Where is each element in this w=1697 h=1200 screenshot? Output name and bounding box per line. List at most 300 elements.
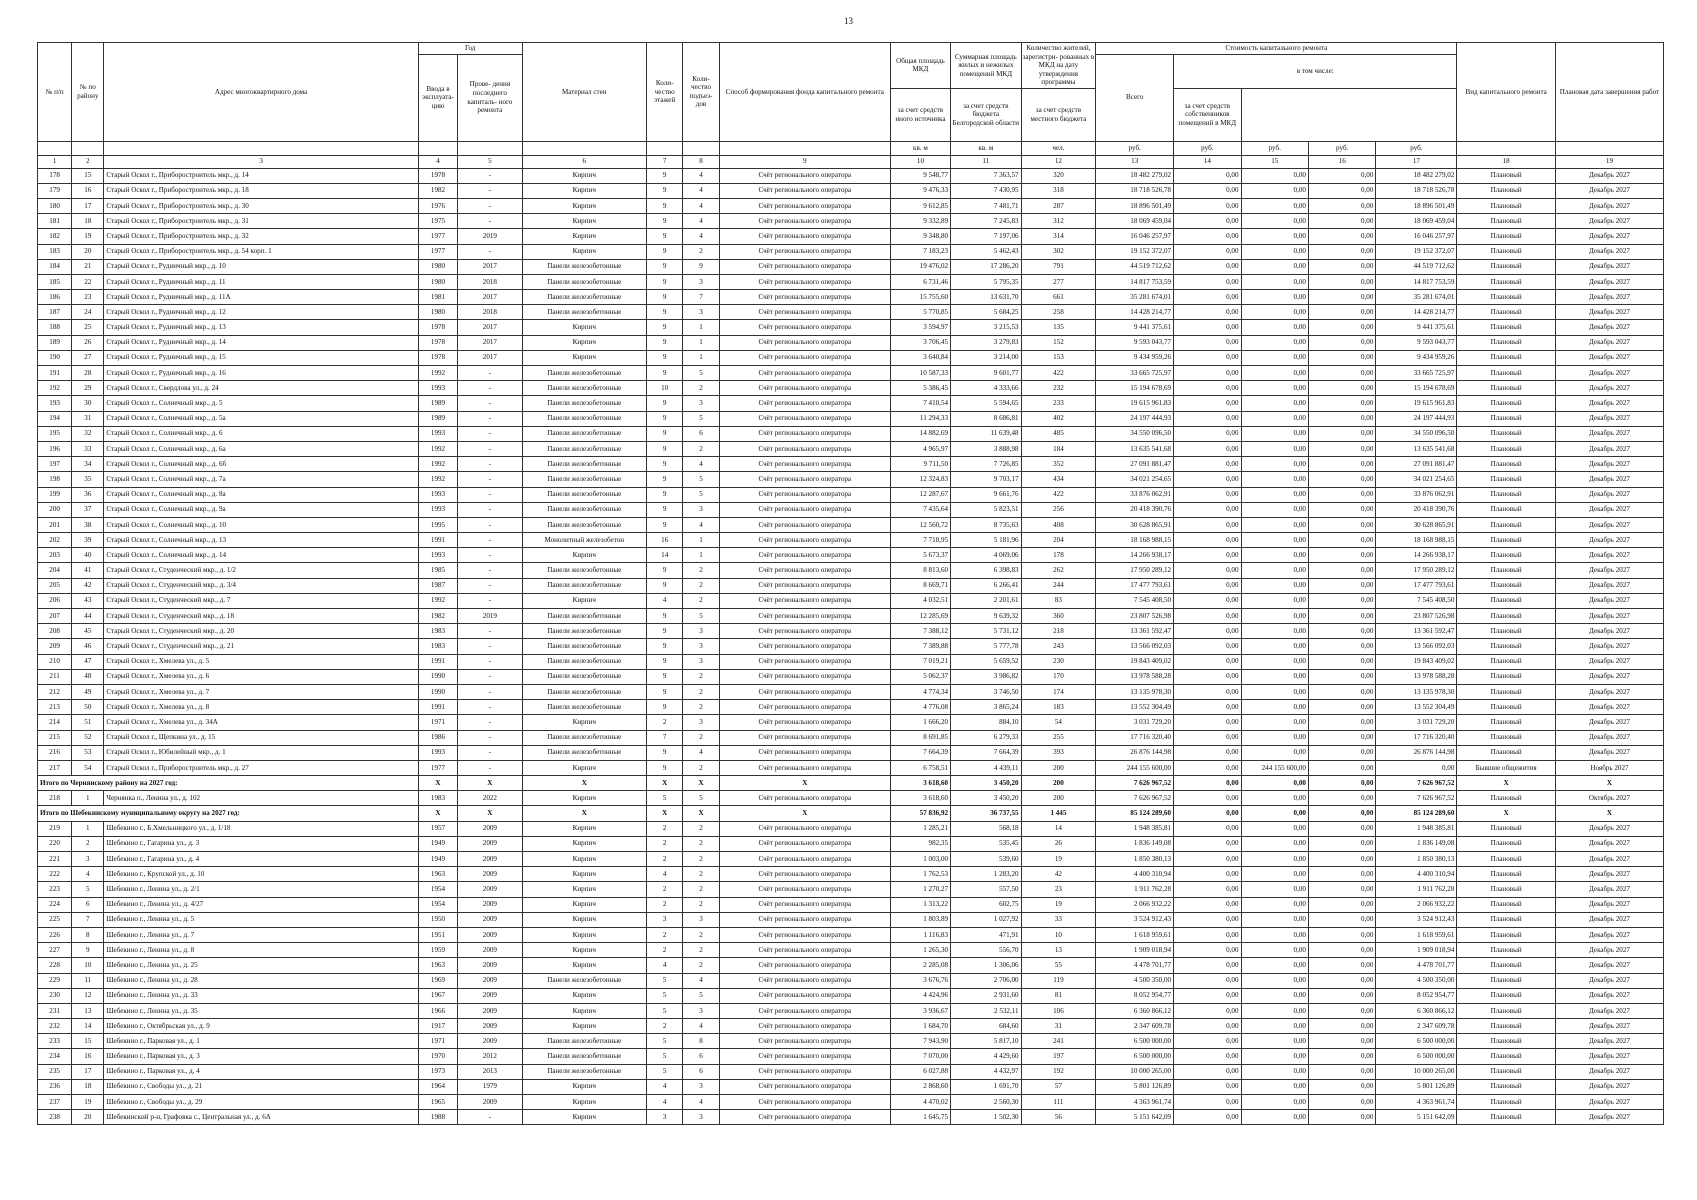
table-cell: 0,00 xyxy=(1241,366,1308,381)
table-cell: 19 xyxy=(72,1095,104,1110)
table-cell: 0,00 xyxy=(1174,943,1241,958)
table-cell: 2017 xyxy=(458,290,522,305)
table-cell: 2 xyxy=(683,593,719,608)
table-cell: Декабрь 2027 xyxy=(1555,335,1663,350)
table-cell: 3 031 729,20 xyxy=(1096,715,1174,730)
table-cell: Плановый xyxy=(1457,411,1556,426)
table-cell: - xyxy=(458,533,522,548)
table-cell: 201 xyxy=(38,517,72,532)
table-cell: 1988 xyxy=(418,1110,457,1125)
table-cell: 9 xyxy=(647,745,683,760)
table-cell: 232 xyxy=(38,1019,72,1034)
table-cell: Счёт регионального оператора xyxy=(719,836,890,851)
table-cell: 9 xyxy=(647,654,683,669)
table-row xyxy=(38,1064,1664,1079)
table-cell: 18 xyxy=(72,214,104,229)
table-cell: 7 481,71 xyxy=(951,198,1022,213)
table-cell: 28 xyxy=(72,366,104,381)
table-cell: Плановый xyxy=(1457,700,1556,715)
table-cell: 0,00 xyxy=(1241,350,1308,365)
table-cell: Плановый xyxy=(1457,533,1556,548)
table-cell: 0,00 xyxy=(1241,533,1308,548)
table-cell: 0,00 xyxy=(1308,198,1375,213)
table-row xyxy=(38,988,1664,1003)
table-cell: Панели железобетонные xyxy=(522,1049,647,1064)
table-cell: 539,60 xyxy=(951,852,1022,867)
table-cell: Старый Оскол г., Хмелева ул., д. 8 xyxy=(104,700,418,715)
table-cell: 7 245,83 xyxy=(951,214,1022,229)
table-cell: 0,00 xyxy=(1308,426,1375,441)
table-cell: 17 xyxy=(72,1064,104,1079)
table-cell: 9 601,77 xyxy=(951,366,1022,381)
table-cell: - xyxy=(458,214,522,229)
table-cell: 4 xyxy=(647,1079,683,1094)
table-cell: Декабрь 2027 xyxy=(1555,973,1663,988)
table-cell: 2 xyxy=(647,715,683,730)
table-cell: Панели железобетонные xyxy=(522,472,647,487)
table-cell: Декабрь 2027 xyxy=(1555,958,1663,973)
table-cell: 54 xyxy=(72,760,104,775)
table-cell: 884,10 xyxy=(951,715,1022,730)
table-cell: 1 666,20 xyxy=(890,715,950,730)
table-cell: 0,00 xyxy=(1241,1064,1308,1079)
table-cell: 9 xyxy=(647,563,683,578)
table-cell: 2009 xyxy=(458,943,522,958)
table-cell: 186 xyxy=(38,290,72,305)
table-cell: Декабрь 2027 xyxy=(1555,214,1663,229)
table-cell: Счёт регионального оператора xyxy=(719,760,890,775)
table-cell: 16 046 257,97 xyxy=(1096,229,1174,244)
table-cell: 214 xyxy=(38,715,72,730)
header-total-area: Общая площадь МКД xyxy=(890,43,950,89)
table-cell: 3 xyxy=(683,624,719,639)
table-cell: 50 xyxy=(72,700,104,715)
table-cell: Декабрь 2027 xyxy=(1555,609,1663,624)
table-cell: 2 931,60 xyxy=(951,988,1022,1003)
table-cell: 34 550 096,50 xyxy=(1096,426,1174,441)
table-cell: Декабрь 2027 xyxy=(1555,168,1663,183)
table-cell: 2018 xyxy=(458,305,522,320)
table-cell: Декабрь 2027 xyxy=(1555,183,1663,198)
table-cell: 19 152 372,07 xyxy=(1376,244,1457,259)
table-cell: 1 948 385,81 xyxy=(1376,821,1457,836)
table-row xyxy=(38,943,1664,958)
table-cell: Счёт регионального оператора xyxy=(719,1049,890,1064)
table-cell: 9 xyxy=(647,411,683,426)
subtotal-cell: X xyxy=(458,806,522,821)
table-row xyxy=(38,411,1664,426)
table-cell: 0,00 xyxy=(1174,624,1241,639)
table-cell: 34 550 096,50 xyxy=(1376,426,1457,441)
table-cell: 287 xyxy=(1021,198,1096,213)
table-cell: 0,00 xyxy=(1241,487,1308,502)
table-cell: 2 xyxy=(683,897,719,912)
table-row xyxy=(38,760,1664,775)
table-cell: 791 xyxy=(1021,259,1096,274)
table-cell: 7 664,39 xyxy=(890,745,950,760)
table-cell: 0,00 xyxy=(1174,198,1241,213)
column-number: 3 xyxy=(104,155,418,168)
table-cell: Счёт регионального оператора xyxy=(719,517,890,532)
table-cell: 213 xyxy=(38,700,72,715)
table-cell: 4 478 701,77 xyxy=(1096,958,1174,973)
table-cell: 217 xyxy=(38,760,72,775)
table-cell: Счёт регионального оператора xyxy=(719,684,890,699)
table-cell: Шебекино г., Ленина ул., д. 4/27 xyxy=(104,897,418,912)
table-cell: 2 xyxy=(683,669,719,684)
table-cell: 0,00 xyxy=(1174,517,1241,532)
table-cell: 9 xyxy=(647,274,683,289)
table-cell: 17 950 289,12 xyxy=(1376,563,1457,578)
table-cell: 0,00 xyxy=(1241,654,1308,669)
table-cell: 0,00 xyxy=(1174,791,1241,806)
table-cell: 0,00 xyxy=(1241,639,1308,654)
table-cell: Счёт регионального оператора xyxy=(719,533,890,548)
table-cell: 13 xyxy=(1021,943,1096,958)
table-cell: Счёт регионального оператора xyxy=(719,502,890,517)
table-cell: 5 xyxy=(683,988,719,1003)
table-cell: 83 xyxy=(1021,593,1096,608)
table-cell: 1 836 149,08 xyxy=(1376,836,1457,851)
table-cell: Плановый xyxy=(1457,578,1556,593)
table-cell: 7 xyxy=(647,730,683,745)
table-cell: 47 xyxy=(72,654,104,669)
table-cell: 2 066 932,22 xyxy=(1376,897,1457,912)
table-cell: 8 735,63 xyxy=(951,517,1022,532)
table-cell: Декабрь 2027 xyxy=(1555,867,1663,882)
table-cell: 3 524 912,43 xyxy=(1376,912,1457,927)
table-cell: Декабрь 2027 xyxy=(1555,350,1663,365)
table-cell: 2017 xyxy=(458,320,522,335)
table-cell: 39 xyxy=(72,533,104,548)
table-cell: 17 xyxy=(72,198,104,213)
subtotal-cell: X xyxy=(1555,806,1663,821)
table-cell: 0,00 xyxy=(1308,563,1375,578)
table-cell: 1951 xyxy=(418,927,457,942)
table-cell: Кирпич xyxy=(522,791,647,806)
table-cell: 0,00 xyxy=(1241,624,1308,639)
table-cell: 40 xyxy=(72,548,104,563)
table-cell: 4 xyxy=(683,183,719,198)
table-cell: 1 283,20 xyxy=(951,867,1022,882)
table-cell: 2 xyxy=(647,852,683,867)
table-cell: 1983 xyxy=(418,624,457,639)
table-cell: 200 xyxy=(1021,791,1096,806)
table-cell: 2 201,61 xyxy=(951,593,1022,608)
table-cell: 0,00 xyxy=(1308,1079,1375,1094)
table-cell: 0,00 xyxy=(1308,1019,1375,1034)
table-cell: Счёт регионального оператора xyxy=(719,290,890,305)
table-cell: 0,00 xyxy=(1308,927,1375,942)
table-cell: 1954 xyxy=(418,882,457,897)
table-cell: 0,00 xyxy=(1308,1049,1375,1064)
table-cell: 1 618 959,61 xyxy=(1376,927,1457,942)
table-cell: 20 418 390,76 xyxy=(1096,502,1174,517)
table-cell: 0,00 xyxy=(1308,441,1375,456)
table-cell: Декабрь 2027 xyxy=(1555,1034,1663,1049)
table-cell: 206 xyxy=(38,593,72,608)
table-cell: 1 265,30 xyxy=(890,943,950,958)
table-cell: 204 xyxy=(38,563,72,578)
table-cell: 1978 xyxy=(418,168,457,183)
table-cell: Декабрь 2027 xyxy=(1555,1064,1663,1079)
table-cell: Счёт регионального оператора xyxy=(719,472,890,487)
table-cell: 2009 xyxy=(458,852,522,867)
table-cell: Счёт регионального оператора xyxy=(719,897,890,912)
table-cell: 9 476,33 xyxy=(890,183,950,198)
table-cell: 19 843 409,02 xyxy=(1096,654,1174,669)
table-cell: 6 xyxy=(72,897,104,912)
table-cell: 0,00 xyxy=(1308,578,1375,593)
table-cell: Кирпич xyxy=(522,715,647,730)
table-cell: Декабрь 2027 xyxy=(1555,943,1663,958)
table-cell: Чернянка п., Ленина ул., д. 102 xyxy=(104,791,418,806)
table-row xyxy=(38,639,1664,654)
table-cell: 3 xyxy=(683,715,719,730)
column-number: 8 xyxy=(683,155,719,168)
table-cell: Декабрь 2027 xyxy=(1555,548,1663,563)
table-cell: 0,00 xyxy=(1241,517,1308,532)
table-cell: Старый Оскол г., Солнечный мкр., д. 14 xyxy=(104,548,418,563)
subtotal-cell: X xyxy=(719,806,890,821)
table-cell: Старый Оскол г., Рудничный мкр., д. 10 xyxy=(104,259,418,274)
header-floors: Коли- чество этажей xyxy=(647,43,683,142)
table-cell: 0,00 xyxy=(1174,578,1241,593)
table-cell: 5 462,43 xyxy=(951,244,1022,259)
table-cell: Кирпич xyxy=(522,1095,647,1110)
table-cell: 5 xyxy=(647,1064,683,1079)
header-repair-type: Вид капитального ремонта xyxy=(1457,43,1556,142)
table-cell: 14 266 938,17 xyxy=(1096,548,1174,563)
table-body xyxy=(38,168,1664,1125)
subtotal-cell: 3 618,60 xyxy=(890,776,950,791)
table-cell: 1 836 149,08 xyxy=(1096,836,1174,851)
table-cell: 1971 xyxy=(418,1034,457,1049)
table-cell: 0,00 xyxy=(1308,411,1375,426)
table-cell: 3 xyxy=(683,305,719,320)
table-cell: 21 xyxy=(72,259,104,274)
table-cell: 211 xyxy=(38,669,72,684)
table-cell: Плановый xyxy=(1457,639,1556,654)
table-cell: 180 xyxy=(38,198,72,213)
table-cell: Плановый xyxy=(1457,457,1556,472)
table-cell: 4 xyxy=(683,1095,719,1110)
table-cell: 0,00 xyxy=(1308,259,1375,274)
table-cell: 535,45 xyxy=(951,836,1022,851)
table-row xyxy=(38,244,1664,259)
table-cell: 1969 xyxy=(418,973,457,988)
table-cell: Панели железобетонные xyxy=(522,563,647,578)
header-entrances: Коли- чество подъез- дов xyxy=(683,43,719,142)
table-cell: 0,00 xyxy=(1241,290,1308,305)
table-cell: 7 363,57 xyxy=(951,168,1022,183)
table-cell: - xyxy=(458,168,522,183)
table-cell: 1987 xyxy=(418,578,457,593)
table-cell: Старый Оскол г., Рудничный мкр., д. 11А xyxy=(104,290,418,305)
table-cell: Кирпич xyxy=(522,912,647,927)
subtotal-cell: 85 124 289,60 xyxy=(1096,806,1174,821)
table-cell: 0,00 xyxy=(1241,426,1308,441)
table-cell: 4 424,96 xyxy=(890,988,950,1003)
table-cell: 2017 xyxy=(458,335,522,350)
table-cell: 13 552 304,49 xyxy=(1376,700,1457,715)
table-cell: 4 xyxy=(647,1095,683,1110)
table-cell: 4 429,60 xyxy=(951,1049,1022,1064)
table-cell: 1983 xyxy=(418,639,457,654)
table-cell: 3 xyxy=(647,912,683,927)
table-cell: 3 986,82 xyxy=(951,669,1022,684)
table-cell: Счёт регионального оператора xyxy=(719,1003,890,1018)
table-cell: 0,00 xyxy=(1174,426,1241,441)
table-cell: 0,00 xyxy=(1241,381,1308,396)
table-cell: 0,00 xyxy=(1308,350,1375,365)
table-cell: Шебекино г., Ленина ул., д. 33 xyxy=(104,988,418,1003)
table-row xyxy=(38,715,1664,730)
table-cell: Панели железобетонные xyxy=(522,700,647,715)
table-cell: 4 xyxy=(683,229,719,244)
table-cell: 19 152 372,07 xyxy=(1096,244,1174,259)
table-cell: 16 xyxy=(647,533,683,548)
table-cell: 0,00 xyxy=(1174,366,1241,381)
table-cell: Старый Оскол г., Солнечный мкр., д. 13 xyxy=(104,533,418,548)
table-cell: Старый Оскол г., Солнечный мкр., д. 7а xyxy=(104,472,418,487)
table-cell: 0,00 xyxy=(1308,836,1375,851)
table-cell: 18 718 526,78 xyxy=(1096,183,1174,198)
subtotal-cell: 0,00 xyxy=(1308,776,1375,791)
subtotal-cell: X xyxy=(1555,776,1663,791)
table-cell: Панели железобетонные xyxy=(522,1034,647,1049)
table-cell: Кирпич xyxy=(522,1019,647,1034)
table-cell: Декабрь 2027 xyxy=(1555,487,1663,502)
table-cell: Плановый xyxy=(1457,214,1556,229)
table-cell: 2 xyxy=(647,1019,683,1034)
table-cell: 2013 xyxy=(458,1064,522,1079)
table-cell: 44 519 712,62 xyxy=(1096,259,1174,274)
table-cell: 18 896 501,49 xyxy=(1376,198,1457,213)
table-cell: Панели железобетонные xyxy=(522,578,647,593)
table-cell: - xyxy=(458,730,522,745)
table-cell: 189 xyxy=(38,335,72,350)
table-cell: 0,00 xyxy=(1174,609,1241,624)
table-cell: 13 552 304,49 xyxy=(1096,700,1174,715)
table-cell: 7 183,23 xyxy=(890,244,950,259)
header-wall-material: Материал стен xyxy=(522,43,647,142)
table-cell: 1 xyxy=(683,350,719,365)
table-cell: Декабрь 2027 xyxy=(1555,457,1663,472)
table-cell: Плановый xyxy=(1457,852,1556,867)
table-cell: 684,60 xyxy=(951,1019,1022,1034)
table-cell: 6 xyxy=(683,1049,719,1064)
table-cell: 434 xyxy=(1021,472,1096,487)
table-cell: 3 214,00 xyxy=(951,350,1022,365)
table-cell: Панели железобетонные xyxy=(522,396,647,411)
table-row xyxy=(38,517,1664,532)
table-cell: Счёт регионального оператора xyxy=(719,1034,890,1049)
table-cell: 2 xyxy=(647,821,683,836)
table-cell: 0,00 xyxy=(1308,867,1375,882)
table-cell: 30 628 865,91 xyxy=(1376,517,1457,532)
table-cell: 17 950 289,12 xyxy=(1096,563,1174,578)
table-cell: Панели железобетонные xyxy=(522,305,647,320)
subtotal-cell: X xyxy=(1457,776,1556,791)
subtotal-row xyxy=(38,776,1664,791)
table-cell: 1 850 380,13 xyxy=(1096,852,1174,867)
table-cell: 0,00 xyxy=(1241,320,1308,335)
table-cell: 188 xyxy=(38,320,72,335)
table-cell: Счёт регионального оператора xyxy=(719,639,890,654)
subtotal-cell: 1 445 xyxy=(1021,806,1096,821)
table-cell: Счёт регионального оператора xyxy=(719,183,890,198)
table-cell: Счёт регионального оператора xyxy=(719,973,890,988)
table-cell: Счёт регионального оператора xyxy=(719,335,890,350)
table-cell: 9 xyxy=(647,198,683,213)
table-cell: 0,00 xyxy=(1376,760,1457,775)
table-cell: 1965 xyxy=(418,1095,457,1110)
table-cell: Кирпич xyxy=(522,593,647,608)
table-cell: Старый Оскол г., Студенческий мкр., д. 3/4 xyxy=(104,578,418,593)
table-cell: Счёт регионального оператора xyxy=(719,305,890,320)
table-cell: Кирпич xyxy=(522,168,647,183)
table-cell: 2 xyxy=(683,943,719,958)
table-cell: Счёт регионального оператора xyxy=(719,791,890,806)
table-cell: Счёт регионального оператора xyxy=(719,593,890,608)
table-cell: 181 xyxy=(38,214,72,229)
table-cell: Старый Оскол г., Юбилейный мкр., д. 1 xyxy=(104,745,418,760)
table-cell: 2 xyxy=(683,852,719,867)
header-fund-method: Способ формирования фонда капитального ремонта xyxy=(719,43,890,142)
table-cell: 6 xyxy=(683,426,719,441)
table-cell: 0,00 xyxy=(1308,882,1375,897)
column-number: 18 xyxy=(1457,155,1556,168)
table-cell: 0,00 xyxy=(1174,274,1241,289)
table-cell: 0,00 xyxy=(1308,943,1375,958)
table-cell: 0,00 xyxy=(1174,684,1241,699)
table-cell: 0,00 xyxy=(1174,669,1241,684)
table-cell: Плановый xyxy=(1457,305,1556,320)
table-row xyxy=(38,441,1664,456)
table-cell: 0,00 xyxy=(1241,168,1308,183)
table-cell: 153 xyxy=(1021,350,1096,365)
table-cell: Шебекино г., Парковая ул., д. 4 xyxy=(104,1064,418,1079)
table-cell: Кирпич xyxy=(522,1110,647,1125)
table-cell: 1980 xyxy=(418,305,457,320)
table-cell: 0,00 xyxy=(1241,578,1308,593)
table-cell: 3 936,67 xyxy=(890,1003,950,1018)
table-cell: Старый Оскол г., Хмелева ул., д. 5 xyxy=(104,654,418,669)
table-cell: Октябрь 2027 xyxy=(1555,791,1663,806)
table-cell: 5 795,35 xyxy=(951,274,1022,289)
table-cell: 9 xyxy=(647,244,683,259)
table-cell: 13 635 541,68 xyxy=(1096,441,1174,456)
table-cell: 10 xyxy=(72,958,104,973)
table-cell: 0,00 xyxy=(1308,609,1375,624)
table-cell: 9 xyxy=(647,472,683,487)
table-cell: 0,00 xyxy=(1174,441,1241,456)
table-cell: Счёт регионального оператора xyxy=(719,426,890,441)
table-cell: 1977 xyxy=(418,244,457,259)
table-cell: Кирпич xyxy=(522,821,647,836)
table-cell: 3 xyxy=(72,852,104,867)
table-cell: 2009 xyxy=(458,1034,522,1049)
table-cell: 8 xyxy=(683,1034,719,1049)
table-cell: 18 482 279,02 xyxy=(1096,168,1174,183)
column-number: 4 xyxy=(418,155,457,168)
table-cell: 1983 xyxy=(418,791,457,806)
table-cell: Счёт регионального оператора xyxy=(719,912,890,927)
table-cell: Счёт регионального оператора xyxy=(719,168,890,183)
table-cell: 9 xyxy=(72,943,104,958)
table-cell: 183 xyxy=(38,244,72,259)
